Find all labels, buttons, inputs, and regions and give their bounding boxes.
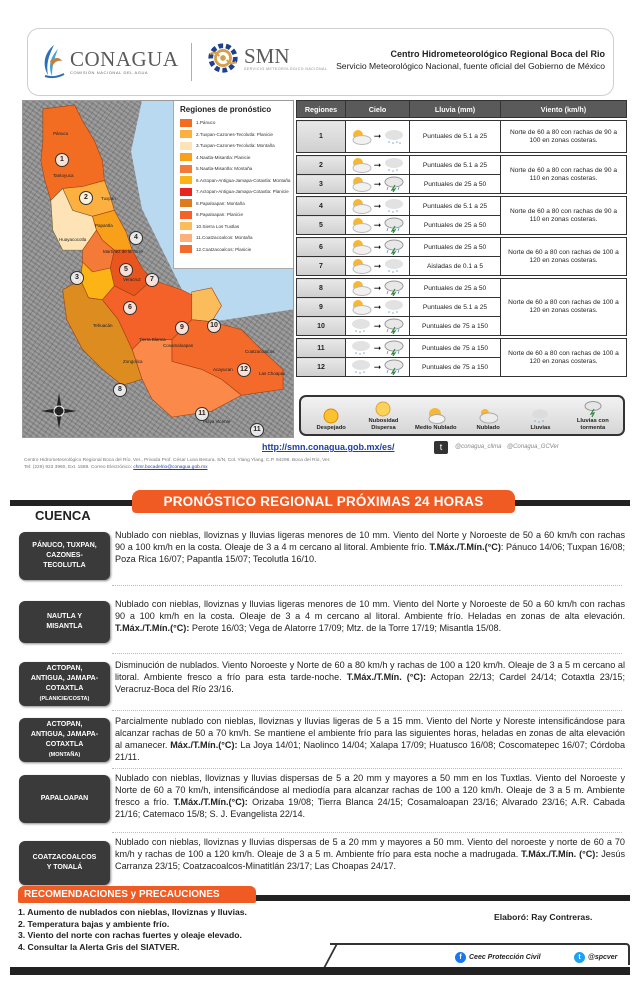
conagua-subtitle: COMISIÓN NACIONAL DEL AGUA — [70, 69, 149, 75]
table-row — [297, 339, 627, 358]
table-row — [297, 121, 627, 153]
region-badge: 11 — [195, 407, 209, 421]
basin-forecast-text: Nublado con nieblas, lloviznas y lluvias ligeras menores de 10 mm. Viento del Norte y Noroeste de 50 a 60 km/h con rachas 90 a 100 km/h en la costa. Oleaje de 3 a 4 m cercano al litoral. Ambiente frío. Heladas en zonas de alta elevación. T.Máx./T.Mín.(°C): Perote 16/03; Vega de Alatorre 17/09; Mtz. de la Torre 17/19; Misantla 15/08. — [115, 599, 625, 633]
conagua-name: CONAGUA — [70, 46, 179, 71]
legend-item — [180, 175, 289, 187]
region-number: 10 — [297, 317, 346, 336]
region-number: 3 — [297, 175, 346, 194]
legend-label: 9.Papaloapan: Planicie — [196, 212, 243, 218]
lluvias-icon — [350, 318, 372, 334]
map-city-label: Playa Vicente — [203, 419, 231, 424]
col-header-sky: Cielo — [346, 101, 410, 118]
cuenca-heading: CUENCA — [35, 508, 91, 523]
page-title: Centro Hidrometeorológico Regional Boca del Rio — [390, 49, 605, 59]
map-city-label: Tuxpan — [101, 196, 116, 201]
medio-nublado-icon — [350, 157, 372, 173]
legend-label: 12.Coatzacoalcos: Planicie — [196, 246, 252, 252]
sky-cell — [346, 317, 410, 336]
medio-nublado-icon — [350, 280, 372, 296]
twitter-handle-conagua-gcver[interactable]: @Conagua_GCVer — [507, 444, 559, 450]
rain-icon — [530, 407, 550, 425]
region-badge: 8 — [113, 383, 127, 397]
tormenta-icon — [383, 318, 405, 334]
rain-cell: Puntuales de 75 a 150 — [410, 339, 501, 358]
region-number: 7 — [297, 257, 346, 276]
map-legend — [173, 101, 294, 269]
legend-label: 1.Pánuco — [196, 120, 216, 126]
legend-swatch — [180, 188, 192, 196]
logo-divider — [191, 43, 192, 81]
map-city-label: Zongolica — [123, 359, 143, 364]
map-city-label: Coatzacoalcos — [245, 349, 275, 354]
arrow-right-icon: ➞ — [373, 219, 382, 230]
smn-name: SMN — [244, 44, 290, 68]
legend-item — [180, 209, 289, 221]
wind-cell: Norte de 60 a 80 con rachas de 90 a 110 en zonas costeras. — [501, 197, 627, 235]
region-number: 9 — [297, 298, 346, 317]
legend-swatch — [180, 142, 192, 150]
sky-cell — [346, 156, 410, 175]
sun-icon — [321, 407, 341, 425]
rain-cell: Puntuales de 25 a 50 — [410, 238, 501, 257]
sky-cell — [346, 298, 410, 317]
lluvias-icon — [350, 359, 372, 375]
lluvias-icon — [383, 258, 405, 274]
legend-swatch — [180, 119, 192, 127]
basin-forecast-text: Nublado con nieblas, lloviznas y lluvias dispersas de 5 a 20 mm y mayores a 50 mm. Viento del noroeste y norte de 60 a 70 km/h y rachas de 100 a 120 km/h. Oleaje de 3 a 5 m. Ambiente frío para esta noche a madrugada. T.Máx./T.Mín. (°C): Jesús Carranza 23/15; Coatzacoalcos-Minatitlán 23/17; Las Choapas 24/17. — [115, 837, 625, 871]
dotted-separator — [112, 710, 622, 711]
twitter-link[interactable]: t @spcver — [574, 952, 617, 963]
sky-cell — [346, 121, 410, 153]
address-block — [24, 458, 330, 472]
rain-cell: Puntuales de 5.1 a 25 — [410, 156, 501, 175]
email-link[interactable]: chmr.bocadelrio@conagua.gob.mx — [133, 464, 208, 470]
legend-nublado: Nublado — [463, 407, 513, 432]
legend-label: 7.Actopan-Antigua-Jamapa-Cotaxtla: Planicie — [196, 189, 289, 195]
dotted-separator — [112, 768, 622, 769]
sky-cell — [346, 238, 410, 257]
legend-medio-nublado: Medio Nublado — [411, 407, 461, 432]
phone-line: Tel: (229) 923 3960, Ext. 1588. Correo Electrónico: — [24, 464, 134, 470]
arrow-right-icon: ➞ — [373, 342, 382, 353]
smn-subtitle: SERVICIO METEOROLÓGICO NACIONAL — [244, 67, 328, 71]
col-header-rain: Lluvia (mm) — [410, 101, 501, 118]
legend-item — [180, 232, 289, 244]
legend-lluvias: Lluvias — [515, 407, 565, 432]
arrow-right-icon: ➞ — [373, 200, 382, 211]
address-line: Centro Hidrometeorológico Regional Boca del Río, Ver., Privada Prof. César Luna Besura, S/N, Col. Ylang Ylang, C.P. 94298, Boca del Río, Ver. — [24, 458, 331, 463]
medio-nublado-icon — [350, 129, 372, 145]
region-number: 2 — [297, 156, 346, 175]
sky-cell — [346, 216, 410, 235]
legend-swatch — [180, 153, 192, 161]
basin-label: PÁNUCO, TUXPAN, CAZONES- TECOLUTLA — [19, 532, 110, 580]
col-header-regions: Regiones — [297, 101, 346, 118]
rain-cell: Puntuales de 5.1 a 25 — [410, 298, 501, 317]
sun-dim-icon — [373, 400, 393, 418]
region-badge: 3 — [70, 271, 84, 285]
table-row — [297, 238, 627, 257]
region-badge: 11 — [250, 423, 264, 437]
legend-title: Regiones de pronóstico — [180, 105, 272, 114]
rain-cell: Puntuales de 5.1 a 25 — [410, 197, 501, 216]
recommendations-list — [18, 907, 247, 954]
facebook-link[interactable]: f Ceec Protección Civil — [455, 952, 541, 963]
legend-item — [180, 152, 289, 164]
medio-nublado-icon — [350, 198, 372, 214]
table-row — [297, 197, 627, 216]
rain-cell: Puntuales de 5.1 a 25 — [410, 121, 501, 153]
legend-swatch — [180, 245, 192, 253]
legend-swatch — [180, 199, 192, 207]
recommendation-item: 1. Aumento de nublados con nieblas, lloviznas y lluvias. — [18, 907, 247, 917]
legend-lluvias-con-tormenta: Lluvias con tormenta — [568, 400, 618, 431]
arrow-right-icon: ➞ — [373, 301, 382, 312]
rain-cell: Puntuales de 75 a 150 — [410, 317, 501, 336]
medio-nublado-icon — [350, 258, 372, 274]
arrow-right-icon: ➞ — [373, 131, 382, 141]
lluvias-icon — [383, 299, 405, 315]
tormenta-icon — [383, 217, 405, 233]
region-number: 4 — [297, 197, 346, 216]
recommendations-banner: RECOMENDACIONES y PRECAUCIONES — [18, 886, 256, 903]
legend-item — [180, 163, 289, 175]
medio-nublado-icon — [350, 239, 372, 255]
wind-cell: Norte de 60 a 80 con rachas de 90 a 100 en zonas costeras. — [501, 121, 627, 153]
region-badge: 12 — [237, 363, 251, 377]
region-badge: 4 — [129, 231, 143, 245]
map-city-label: Tehuacán — [93, 323, 113, 328]
page-subtitle: Servicio Meteorológico Nacional, fuente oficial del Gobierno de México — [336, 61, 605, 71]
legend-label: 4.Nautla-Misantla: Planicie — [196, 154, 251, 160]
arrow-right-icon: ➞ — [373, 361, 382, 372]
map-city-label: Pánuco — [53, 131, 69, 136]
conagua-wave-icon — [42, 43, 66, 79]
sky-cell — [346, 339, 410, 358]
forecast-table — [296, 100, 627, 377]
map-city-label: Martínez de la Torre — [103, 249, 143, 254]
basin-forecast-text: Nublado con nieblas, lloviznas y lluvias ligeras menores de 10 mm. Viento del Norte y Noroeste de 50 a 60 km/h con rachas 90 a 100 km/h en la costa. Oleaje de 3 a 4 m cercano al litoral. Ambiente frío. T.Máx./T.Mín.(°C): Pánuco 14/06; Tuxpan 16/08; Poza Rica 16/07; Papantla 15/07; Tecolutla 16/10. — [115, 530, 625, 564]
legend-item — [180, 198, 289, 210]
tormenta-icon — [383, 359, 405, 375]
twitter-icon[interactable]: t — [434, 441, 448, 454]
legend-swatch — [180, 211, 192, 219]
lluvias-icon — [383, 157, 405, 173]
region-number: 1 — [297, 121, 346, 153]
legend-swatch — [180, 222, 192, 230]
arrow-right-icon: ➞ — [373, 260, 382, 271]
smn-logo — [206, 41, 327, 75]
rain-cell: Puntuales de 25 a 50 — [410, 216, 501, 235]
facebook-icon: f — [455, 952, 466, 963]
legend-label: 10.Sierra Los Tuxtlas — [196, 223, 240, 229]
recommendation-item: 2. Temperatura bajas y ambiente frío. — [18, 918, 170, 929]
col-header-wind: Viento (km/h) — [501, 101, 627, 118]
basin-label: ACTOPAN, ANTIGUA, JAMAPA- COTAXTLA (PLANICIE/COSTA) — [19, 662, 110, 706]
basin-forecast-text: Parcialmente nublado con nieblas, lloviznas y lluvias ligeras de 5 a 15 mm. Viento del Norte y Noreste intensificándose para alcanzar rachas de 50 a 70 km/h. Se mantiene el ambiente frío para las siguientes horas, heladas en zonas de alta elevación al amanecer. Máx./T.Mín.(°C): La Joya 14/01; Naolinco 14/04; Xalapa 17/09; Huatusco 16/08; Coscomatepec 16/07; Córdoba 21/11. — [115, 716, 626, 762]
legend-swatch — [180, 176, 192, 184]
compass-icon — [39, 391, 79, 431]
table-row — [297, 279, 627, 298]
legend-item — [180, 244, 289, 256]
medio-nublado-icon — [350, 176, 372, 192]
map-city-label: Papantla — [95, 223, 113, 228]
legend-nubosidad-dispersa: Nubosidad Dispersa — [358, 400, 408, 431]
sky-cell — [346, 257, 410, 276]
smn-website-link[interactable]: http://smn.conagua.gob.mx/es/ — [262, 442, 395, 452]
legend-item — [180, 129, 289, 141]
sky-cell — [346, 197, 410, 216]
conagua-logo — [42, 43, 179, 79]
recommendation-item: 4. Consultar la Alerta Gris del SIATVER. — [18, 942, 180, 953]
map-city-label: Acayucan — [213, 367, 233, 372]
medio-nublado-icon — [350, 299, 372, 315]
wind-cell: Norte de 60 a 80 con rachas de 100 a 120 en zonas costeras. — [501, 279, 627, 336]
legend-item — [180, 117, 289, 129]
legend-swatch — [180, 130, 192, 138]
legend-item — [180, 186, 289, 198]
arrow-right-icon: ➞ — [373, 320, 382, 331]
map-city-label: Veracruz — [123, 277, 141, 282]
legend-label: 8.Papaloapan: Montaña — [196, 200, 245, 206]
arrow-right-icon: ➞ — [373, 282, 382, 293]
lluvias-icon — [383, 198, 405, 214]
medio-nublado-icon — [350, 217, 372, 233]
legend-label: 5.Nautla-Misantla: Montaña — [196, 166, 253, 172]
dotted-separator — [112, 585, 622, 586]
sky-icon-legend — [299, 395, 625, 436]
tormenta-icon — [383, 340, 405, 356]
wind-cell: Norte de 60 a 80 con rachas de 100 a 120 en zonas costeras. — [501, 238, 627, 276]
rain-cell: Puntuales de 75 a 150 — [410, 358, 501, 377]
basin-forecast-text: Disminución de nublados. Viento Noroeste y Norte de 60 a 80 km/h y rachas de 100 a 120 km/h. Oleaje de 3 a 5 m cercano al litoral. Ambiente fresco a frío para esta tarde-noche. T.Máx./T.Mín. (°C): Actopan 22/13; Cardel 24/14; Cotaxtla 23/15; Veracruz-Boca del Río 23/16. — [115, 660, 625, 694]
rain-cell: Puntuales de 25 a 50 — [410, 175, 501, 194]
sun-cloud-icon — [426, 407, 446, 425]
legend-label: 11.Coatzacoalcos: Montaña — [196, 235, 253, 241]
dotted-separator — [112, 832, 622, 833]
footer-bar — [10, 967, 630, 975]
twitter-bird-icon: t — [574, 952, 585, 963]
dotted-separator — [112, 653, 622, 654]
legend-label: 6.Actopan-Antigua-Jamapa-Cotaxtla: Montaña — [196, 177, 291, 183]
rain-cell: Puntuales de 25 a 50 — [410, 279, 501, 298]
forecast-banner: PRONÓSTICO REGIONAL PRÓXIMAS 24 HORAS — [132, 490, 515, 513]
wind-cell: Norte de 60 a 80 con rachas de 90 a 110 en zonas costeras. — [501, 156, 627, 194]
region-badge: 9 — [175, 321, 189, 335]
map-city-label: Huayacocotla — [59, 237, 87, 242]
regions-map — [22, 100, 294, 438]
arrow-right-icon: ➞ — [373, 159, 382, 170]
region-badge: 7 — [145, 273, 159, 287]
legend-swatch — [180, 165, 192, 173]
region-number: 11 — [297, 339, 346, 358]
basin-label: PAPALOAPAN — [19, 775, 110, 823]
legend-item — [180, 140, 289, 152]
author-credit: Elaboró: Ray Contreras. — [494, 912, 593, 922]
region-number: 6 — [297, 238, 346, 257]
rain-cell: Aisladas de 0.1 a 5 — [410, 257, 501, 276]
map-city-label: Tierra Blanca — [139, 337, 166, 342]
region-number: 5 — [297, 216, 346, 235]
basin-label: ACTOPAN, ANTIGUA, JAMAPA- COTAXTLA (MONTAÑA) — [19, 718, 110, 762]
sky-cell — [346, 279, 410, 298]
map-city-label: Las Choapas — [259, 371, 286, 376]
legend-label: 2.Tuxpan-Cazones-Tecolutla: Planicie — [196, 131, 273, 137]
storm-icon — [583, 400, 603, 418]
header-box — [27, 28, 614, 96]
legend-swatch — [180, 234, 192, 242]
lluvias-icon — [383, 129, 405, 145]
basin-forecast-text: Nublado con nieblas, lloviznas y lluvias dispersas de 5 a 20 mm y mayores a 50 mm en los Tuxtlas. Viento del Noroeste y Norte de 60 a 70 km/h, intensificándose al mediodía para alcanzar rachas de 100 a 120 km/h. Oleaje de 3 a 5 m. Ambiente fresco a frío. T.Máx./T.Mín.(°C): Orizaba 19/08; Tierra Blanca 24/15; Cosamaloapan 23/16; Alvarado 23/16; A.R. Cabada 21/16; Catemaco 15/8; S. J. Evangelista 22/14. — [115, 773, 625, 819]
twitter-handle-conagua-clima[interactable]: @conagua_clima — [455, 444, 502, 450]
region-number: 8 — [297, 279, 346, 298]
map-city-label: Tantoyuca — [53, 173, 74, 178]
table-row — [297, 156, 627, 175]
tormenta-icon — [383, 176, 405, 192]
region-badge: 2 — [79, 191, 93, 205]
legend-despejado: Despejado — [306, 407, 356, 432]
legend-label: 3.Tuxpan-Cazones-Tecolutla: Montaña — [196, 143, 275, 149]
tormenta-icon — [383, 239, 405, 255]
basin-label: NAUTLA Y MISANTLA — [19, 601, 110, 643]
map-city-label: Cosamaloapan — [163, 343, 194, 348]
smn-gear-icon — [206, 41, 240, 75]
lluvias-icon — [350, 340, 372, 356]
sky-cell — [346, 358, 410, 377]
legend-item — [180, 221, 289, 233]
basin-label: COATZACOALCOS Y TONALÁ — [19, 841, 110, 885]
arrow-right-icon: ➞ — [373, 241, 382, 252]
region-badge: 5 — [119, 263, 133, 277]
recommendation-item: 3. Viento del norte con rachas fuertes y oleaje elevado. — [18, 930, 242, 941]
region-number: 12 — [297, 358, 346, 377]
tormenta-icon — [383, 280, 405, 296]
region-badge: 6 — [123, 301, 137, 315]
sky-cell — [346, 175, 410, 194]
region-badge: 1 — [55, 153, 69, 167]
region-badge: 10 — [207, 319, 221, 333]
cloud-icon — [478, 407, 498, 425]
wind-cell: Norte de 60 a 80 con rachas de 100 a 120 en zonas costeras. — [501, 339, 627, 377]
arrow-right-icon: ➞ — [373, 178, 382, 189]
